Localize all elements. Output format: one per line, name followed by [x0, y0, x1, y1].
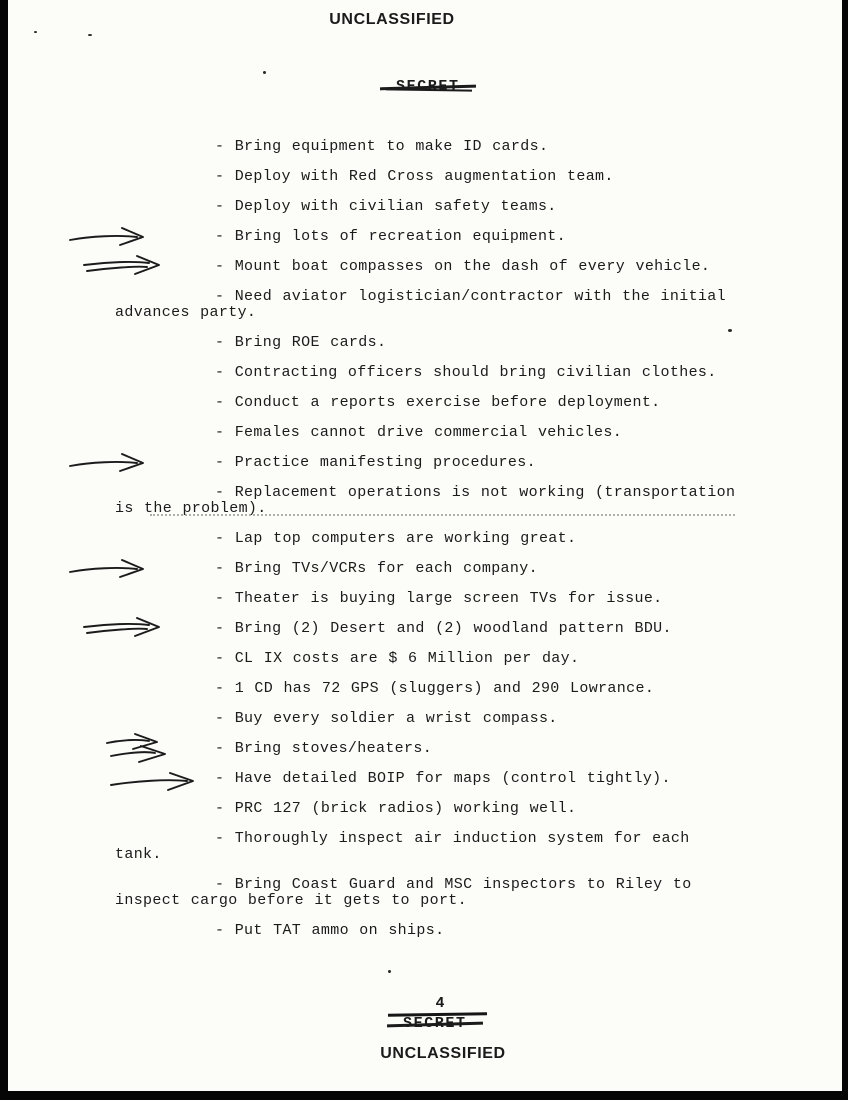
scan-artifact-dot [263, 71, 266, 74]
bullet-line: - Need aviator logistician/contractor with the initial [215, 288, 726, 305]
list-item [115, 455, 805, 471]
bullet-line: - Put TAT ammo on ships. [215, 922, 445, 939]
list-item [115, 561, 805, 577]
list-item [115, 169, 805, 185]
scan-artifact-dot [388, 970, 391, 973]
list-item [115, 831, 805, 863]
bullet-line: - Bring TVs/VCRs for each company. [215, 560, 538, 577]
scan-edge-left [0, 0, 8, 1100]
bullet-line: - Theater is buying large screen TVs for issue. [215, 590, 663, 607]
scan-edge-right [842, 0, 848, 1100]
list-item [115, 425, 805, 441]
bullet-line: - Conduct a reports exercise before deployment. [215, 394, 661, 411]
bullet-line: - Females cannot drive commercial vehicles. [215, 424, 623, 441]
scan-artifact-dot [728, 329, 732, 332]
list-item [115, 741, 805, 757]
bullet-line: advances party. [115, 304, 257, 321]
list-item [115, 485, 805, 517]
classification-header: UNCLASSIFIED [329, 11, 455, 28]
bullet-line: - Deploy with Red Cross augmentation team. [215, 168, 614, 185]
secret-marking-top [396, 78, 460, 95]
bullet-line: - Mount boat compasses on the dash of every vehicle. [215, 258, 711, 275]
bullet-line: - Lap top computers are working great. [215, 530, 577, 547]
bullet-line: - Buy every soldier a wrist compass. [215, 710, 558, 727]
scan-artifact-dot [34, 31, 37, 33]
list-item [115, 335, 805, 351]
page-number: 4 [435, 995, 445, 1012]
list-item [115, 711, 805, 727]
bullet-line: - Bring ROE cards. [215, 334, 387, 351]
bullet-line: - Bring Coast Guard and MSC inspectors to Riley to [215, 876, 692, 893]
list-item [115, 395, 805, 411]
bullet-line: - Thoroughly inspect air induction system for each [215, 830, 690, 847]
list-item [115, 923, 805, 939]
bullet-line: - Bring stoves/heaters. [215, 740, 433, 757]
list-item [115, 591, 805, 607]
bullet-list [115, 139, 805, 953]
list-item [115, 801, 805, 817]
scan-artifact-dot [88, 34, 92, 36]
list-item [115, 259, 805, 275]
bullet-line: - Practice manifesting procedures. [215, 454, 536, 471]
bullet-line: - 1 CD has 72 GPS (sluggers) and 290 Lowrance. [215, 680, 655, 697]
bullet-line: - CL IX costs are $ 6 Million per day. [215, 650, 580, 667]
list-item [115, 621, 805, 637]
bullet-line: - Bring equipment to make ID cards. [215, 138, 549, 155]
bullet-line: inspect cargo before it gets to port. [115, 892, 468, 909]
list-item [115, 365, 805, 381]
bullet-line: tank. [115, 846, 162, 863]
scan-noise-line [150, 514, 735, 516]
list-item [115, 139, 805, 155]
list-item [115, 877, 805, 909]
bullet-line: - Bring (2) Desert and (2) woodland pattern BDU. [215, 620, 672, 637]
list-item [115, 229, 805, 245]
secret-marking-bottom [403, 1015, 467, 1032]
classification-footer: UNCLASSIFIED [380, 1045, 506, 1062]
list-item [115, 531, 805, 547]
bullet-line: - Bring lots of recreation equipment. [215, 228, 567, 245]
bullet-line: is the problem). [115, 500, 267, 517]
bullet-line: - Have detailed BOIP for maps (control tightly). [215, 770, 671, 787]
list-item [115, 651, 805, 667]
list-item [115, 289, 805, 321]
bullet-line: - Replacement operations is not working (transportation [215, 484, 736, 501]
list-item [115, 681, 805, 697]
bullet-line: - Contracting officers should bring civilian clothes. [215, 364, 717, 381]
list-item [115, 199, 805, 215]
bullet-line: - PRC 127 (brick radios) working well. [215, 800, 577, 817]
list-item [115, 771, 805, 787]
bullet-line: - Deploy with civilian safety teams. [215, 198, 557, 215]
scan-edge-bottom [0, 1091, 848, 1100]
